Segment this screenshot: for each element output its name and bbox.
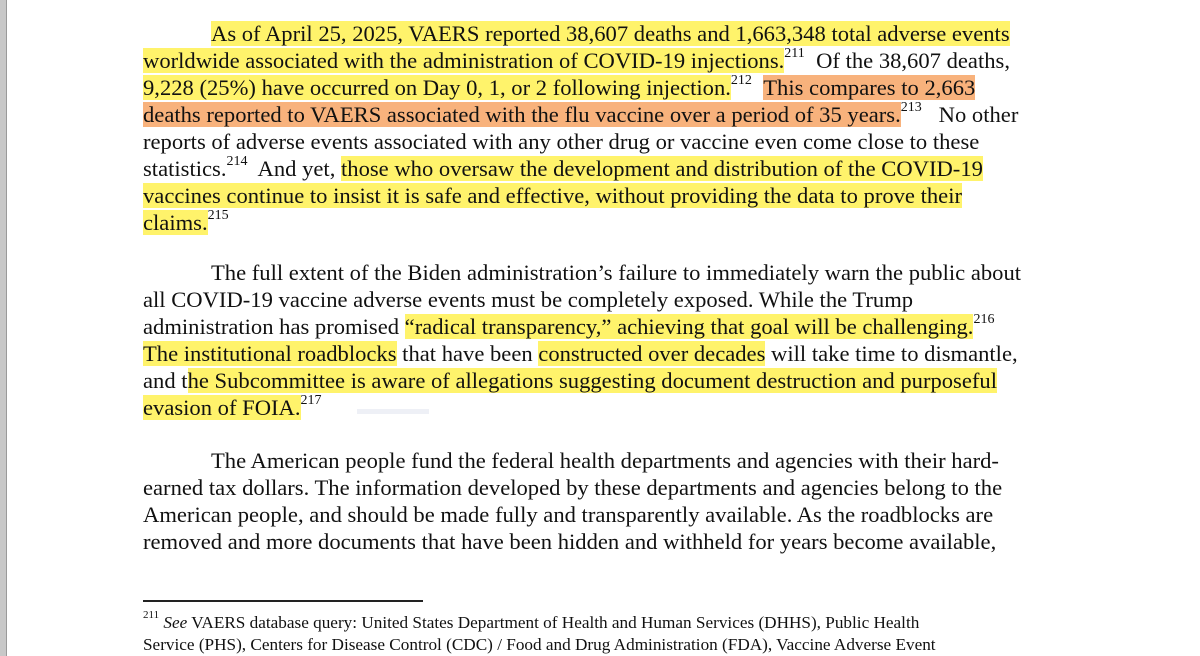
paragraph1-line5: reports of adverse events associated with any other drug or vaccine even come close to these: [143, 129, 980, 154]
paragraph2-line1: The full extent of the Biden administration’s failure to immediately warn the public about: [211, 260, 1022, 285]
paragraph2-line5: and the Subcommittee is aware of allegations suggesting document destruction and purposeful: [143, 368, 997, 393]
paragraph1-line1: As of April 25, 2025, VAERS reported 38,607 deaths and 1,663,348 total adverse events: [211, 21, 1010, 46]
footnote-ref-214[interactable]: 214: [226, 154, 248, 170]
footnote-separator: [143, 600, 423, 602]
paragraph3-line1: The American people fund the federal health departments and agencies with their hard-: [211, 448, 999, 473]
paragraph1-line7: vaccines continue to insist it is safe and effective, without providing the data to prove their: [143, 183, 963, 208]
footnote-ref-216[interactable]: 216: [973, 312, 995, 328]
footnote-number: 211: [143, 609, 160, 622]
paragraph2-line2: all COVID-19 vaccine adverse events must be completely exposed. While the Trump: [143, 287, 914, 312]
footnote-ref-211[interactable]: 211: [784, 46, 805, 62]
footnote-see: See: [163, 613, 188, 632]
paragraph-biden-administration: [143, 259, 1043, 421]
paragraph1-line8: claims.$^{215}$: [143, 208, 229, 235]
footnote-ref-212[interactable]: 212: [730, 73, 752, 89]
paragraph2-line3: administration has promised “radical transparency,” achieving that goal will be challenging.$^{216}$: [143, 312, 995, 339]
paragraph3-line3: American people, and should be made fully and transparently available. As the roadblocks are: [143, 502, 994, 527]
paragraph1-line3: 9,228 (25%) have occurred on Day 0, 1, or 2 following injection.$^{212}$ This compares to 2,663: [143, 73, 976, 100]
paragraph1-line4: deaths reported to VAERS associated with the flu vaccine over a period of 35 years.$^{213}$ No other: [143, 100, 1019, 127]
footnote-211-line1: $^{211}$ See VAERS database query: United States Department of Health and Human Services (DHHS), Public Health: [143, 609, 920, 632]
paragraph-american-people: [143, 447, 1043, 555]
paragraph-vaers-deaths: [143, 20, 1043, 236]
footnote-ref-213[interactable]: 213: [900, 100, 922, 116]
faint-scan-mark: [357, 409, 429, 414]
footnote-ref-217[interactable]: 217: [300, 393, 322, 409]
paragraph2-line4: The institutional roadblocks that have been constructed over decades will take time to dismantle,: [143, 341, 1018, 366]
paragraph1-line2: worldwide associated with the administration of COVID-19 injections.$^{211}$ Of the 38,607 deaths,: [143, 46, 1010, 73]
paragraph3-line4: removed and more documents that have been hidden and withheld for years become available,: [143, 529, 997, 554]
footnote-ref-215[interactable]: 215: [207, 208, 229, 224]
paragraph3-line2: earned tax dollars. The information developed by these departments and agencies belong to the: [143, 475, 1003, 500]
footnote-211-line2: Service (PHS), Centers for Disease Control (CDC) / Food and Drug Administration (FDA), Vaccine Adverse Event: [143, 634, 936, 654]
paragraph2-line6: evasion of FOIA.$^{217}$: [143, 393, 322, 420]
paragraph1-line6: statistics.$^{214}$ And yet, those who oversaw the development and distribution of the COVID-19: [143, 154, 983, 181]
footnote-211: [143, 609, 1043, 655]
